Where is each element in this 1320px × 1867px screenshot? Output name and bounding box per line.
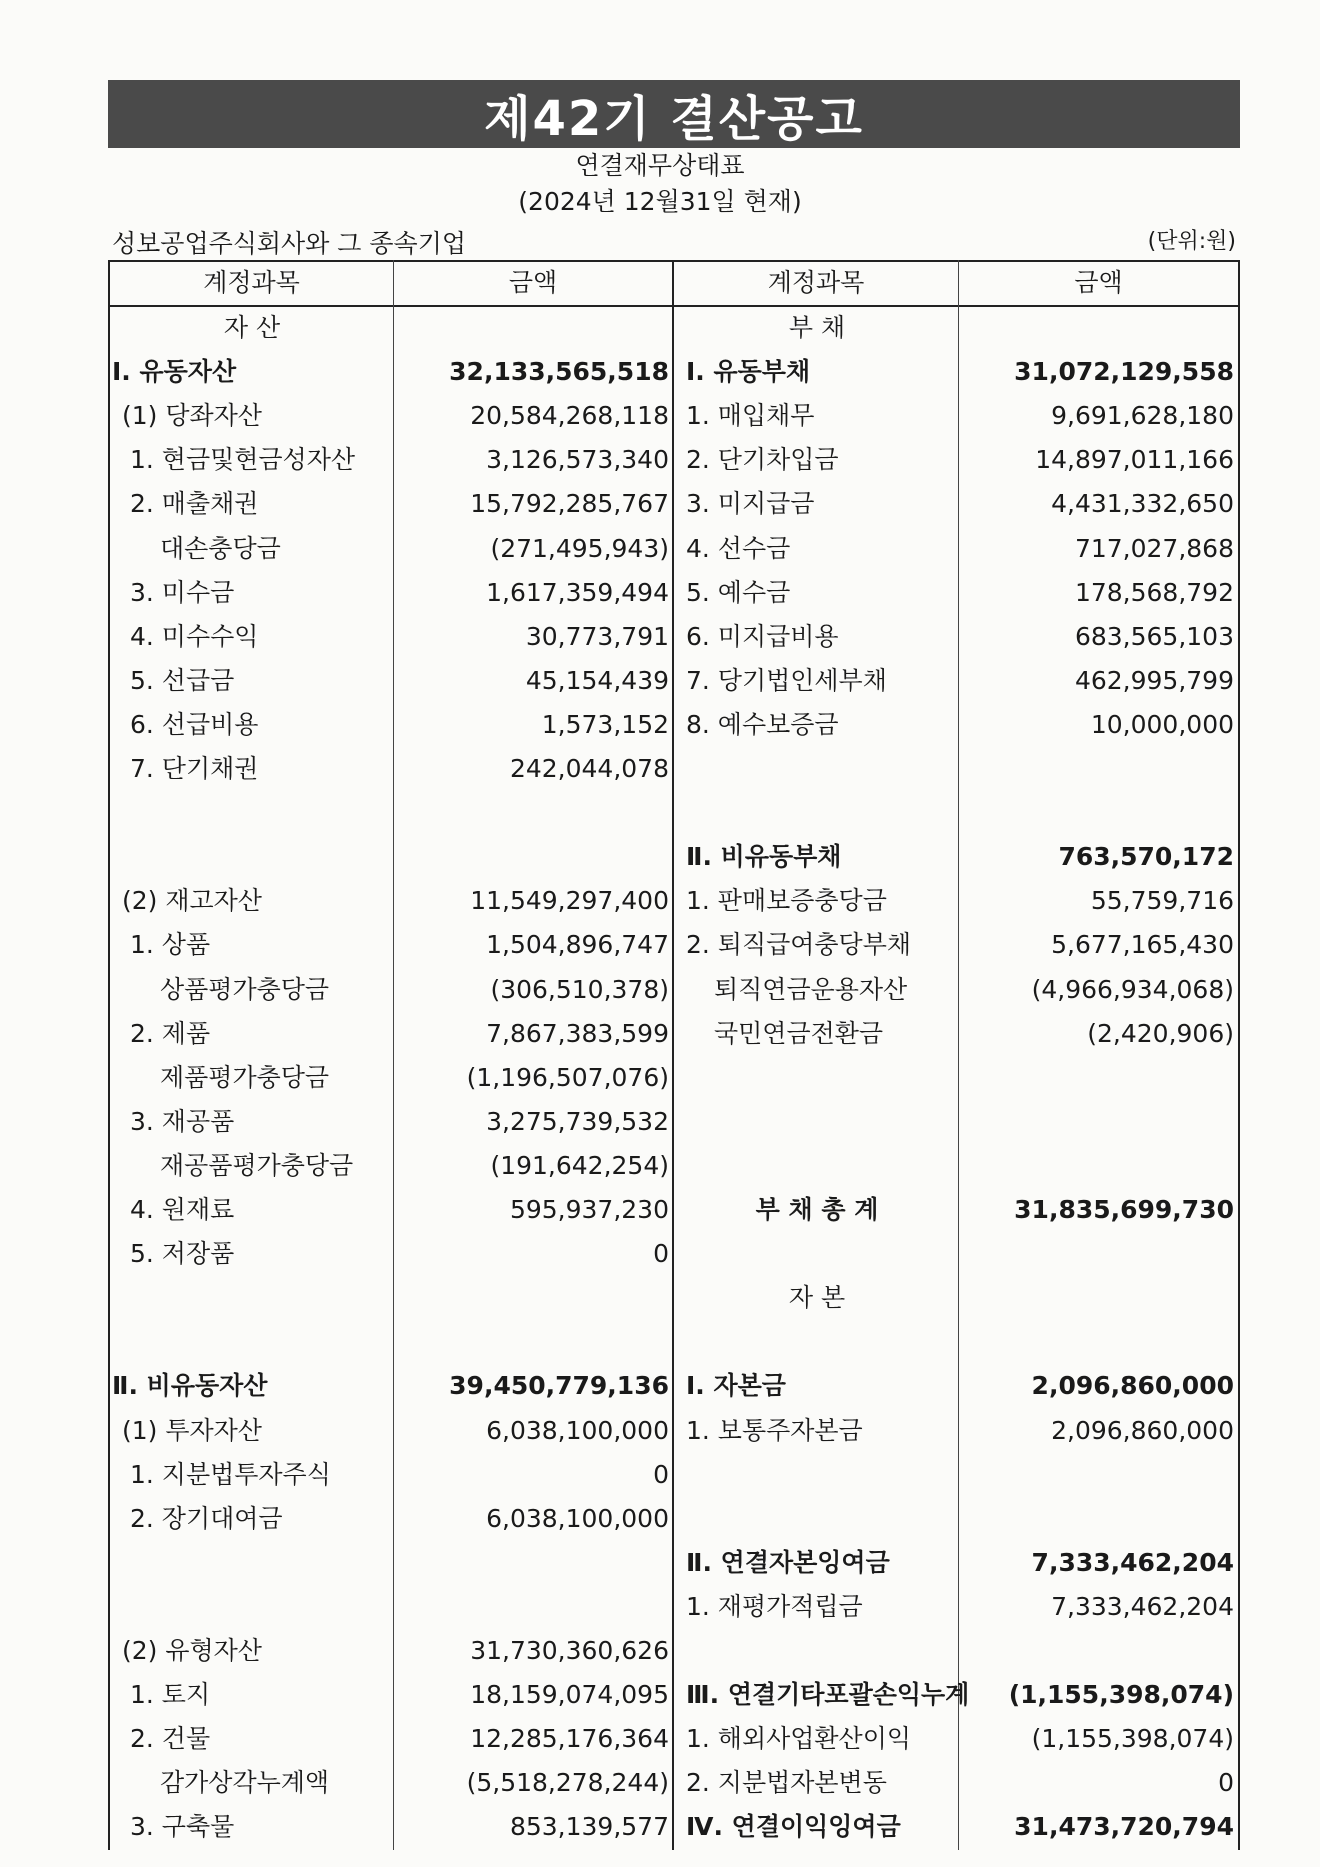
left_rows-row-amount: 595,937,230: [509, 1195, 669, 1224]
right_rows-row-amount: 763,570,172: [1058, 842, 1234, 872]
right_rows-row-label: 퇴직연금운용자산: [714, 974, 908, 1004]
right_rows-row-amount: 14,897,011,166: [1035, 445, 1234, 475]
right_rows-row-label: 2. 단기차입금: [686, 445, 839, 475]
right_rows-row-label: Ⅰ. 유동부채: [686, 357, 811, 387]
left_rows-row-label: 2. 건물: [130, 1724, 211, 1754]
center-divider: [672, 260, 674, 1850]
right_rows-row-label: 1. 매입채무: [686, 401, 815, 431]
left_rows-row-amount: 242,044,078: [509, 754, 669, 783]
left_rows-row-amount: 6,038,100,000: [486, 1503, 669, 1533]
left-amount-header: 금액: [508, 268, 558, 297]
statement-subtitle: 연결재무상태표: [575, 151, 745, 180]
right_rows-row-amount: (2,420,906): [1087, 1018, 1234, 1048]
left_rows-row-label: (1) 투자자산: [122, 1415, 262, 1445]
left_rows-row-amount: 1,573,152: [541, 709, 669, 739]
right_rows-row-label: 1. 해외사업환산이익: [686, 1724, 911, 1754]
right-amount-header: 금액: [1074, 268, 1123, 297]
right_rows-row-amount: 2,096,860,000: [1031, 1371, 1234, 1401]
right_rows-row-amount: (1,155,398,074): [1008, 1680, 1234, 1710]
left_rows-row-amount: 853,139,577: [509, 1812, 669, 1842]
left_rows-row-label: 상품평가충당금: [160, 974, 330, 1004]
left_rows-row-label: Ⅱ. 비유동자산: [112, 1371, 268, 1401]
left_rows-row-label: 1. 상품: [130, 930, 211, 960]
left_rows-row-amount: (1,196,507,076): [466, 1062, 669, 1092]
left_rows-row-label: 6. 선급비용: [130, 709, 259, 739]
right_rows-row-amount: 9,691,628,180: [1051, 401, 1234, 431]
right_rows-row-amount: 7,333,462,204: [1051, 1591, 1234, 1621]
right_rows-row-label: 1. 보통주자본금: [686, 1415, 863, 1445]
right_rows-row-amount: 5,677,165,430: [1051, 930, 1234, 960]
right_rows-row-amount: 10,000,000: [1090, 709, 1234, 739]
left_rows-row-label: 1. 지분법투자주식: [130, 1459, 331, 1489]
left_rows-row-label: 3. 재공품: [130, 1106, 235, 1136]
left_rows-row-label: 3. 구축물: [130, 1812, 235, 1842]
left_rows-row-amount: 0: [653, 1459, 669, 1489]
right-column-divider: [958, 260, 959, 1850]
statement-date: (2024년 12월31일 현재): [518, 187, 802, 216]
left_rows-row-amount: 1,504,896,747: [486, 930, 669, 960]
left_rows-row-label: 4. 원재료: [130, 1195, 235, 1224]
left_rows-row-amount: (5,518,278,244): [466, 1768, 669, 1798]
right_rows-row-label: 3. 미지급금: [686, 489, 815, 519]
right_rows-row-label: 4. 선수금: [686, 533, 791, 563]
unit-label: (단위:원): [1147, 229, 1236, 254]
left_rows-row-amount: (191,642,254): [490, 1150, 669, 1180]
page-title: 제42기 결산공고: [108, 80, 1240, 148]
right_rows-row-label: 2. 지분법자본변동: [686, 1768, 887, 1798]
right_rows-row-amount: 0: [1218, 1768, 1234, 1798]
left_rows-row-amount: 0: [653, 1239, 669, 1269]
left_rows-row-label: (1) 당좌자산: [122, 401, 262, 431]
left_rows-row-label: (2) 유형자산: [122, 1636, 262, 1665]
right_rows-row-amount: 178,568,792: [1074, 577, 1234, 607]
left_rows-row-amount: 11,549,297,400: [470, 886, 669, 916]
left_rows-row-amount: 20,584,268,118: [470, 401, 669, 431]
left_rows-row-label: 7. 단기채권: [130, 754, 259, 783]
left_rows-row-label: 대손충당금: [160, 533, 281, 563]
left_rows-row-label: 2. 장기대여금: [130, 1503, 283, 1533]
left_rows-row-amount: (306,510,378): [490, 974, 669, 1004]
right_rows-row-amount: 31,473,720,794: [1014, 1812, 1234, 1842]
company-name: 성보공업주식회사와 그 종속기업: [112, 229, 466, 258]
right_rows-row-amount: 55,759,716: [1090, 886, 1234, 916]
left_rows-row-label: 제품평가충당금: [160, 1062, 330, 1092]
right_rows-row-label: 자 본: [788, 1283, 846, 1313]
right_rows-row-label: Ⅰ. 자본금: [686, 1371, 786, 1401]
left_rows-row-label: 1. 토지: [130, 1680, 211, 1710]
right_rows-row-amount: 2,096,860,000: [1051, 1415, 1234, 1445]
left_rows-row-label: 감가상각누계액: [160, 1768, 330, 1798]
left_rows-row-amount: 18,159,074,095: [470, 1680, 669, 1710]
left_rows-row-amount: 1,617,359,494: [486, 577, 669, 607]
right_rows-row-amount: 7,333,462,204: [1031, 1547, 1234, 1577]
right_rows-row-label: 국민연금전환금: [714, 1018, 884, 1048]
right_rows-row-amount: 31,072,129,558: [1014, 357, 1234, 387]
right_rows-row-label: 1. 재평가적립금: [686, 1591, 863, 1621]
right_rows-row-amount: 462,995,799: [1074, 665, 1234, 695]
right_rows-row-amount: (1,155,398,074): [1031, 1724, 1234, 1754]
left_rows-row-label: 자 산: [223, 313, 281, 342]
right_rows-row-amount: 4,431,332,650: [1051, 489, 1234, 519]
left_rows-row-amount: 15,792,285,767: [470, 489, 669, 519]
left_rows-row-amount: (271,495,943): [490, 533, 669, 563]
right_rows-row-label: 8. 예수보증금: [686, 709, 839, 739]
right_rows-row-label: 1. 판매보증충당금: [686, 886, 887, 916]
left_rows-row-amount: 39,450,779,136: [449, 1371, 669, 1401]
left_rows-row-amount: 3,275,739,532: [486, 1106, 669, 1136]
left_rows-row-amount: 3,126,573,340: [486, 445, 669, 475]
right_rows-row-label: 2. 퇴직급여충당부채: [686, 930, 911, 960]
left-column-divider: [393, 260, 394, 1850]
left_rows-row-label: 4. 미수수익: [130, 621, 259, 651]
right_rows-row-label: Ⅳ. 연결이익잉여금: [686, 1812, 901, 1842]
right_rows-row-amount: 31,835,699,730: [1014, 1195, 1234, 1224]
right_rows-row-label: Ⅱ. 비유동부채: [686, 842, 842, 872]
left_rows-row-amount: 31,730,360,626: [470, 1636, 669, 1665]
left_rows-row-amount: 7,867,383,599: [486, 1018, 669, 1048]
right_rows-row-label: Ⅱ. 연결자본잉여금: [686, 1547, 890, 1577]
left-account-header: 계정과목: [203, 268, 300, 297]
right_rows-row-label: Ⅲ. 연결기타포괄손익누계: [686, 1680, 970, 1710]
left_rows-row-label: 2. 제품: [130, 1018, 211, 1048]
right_rows-row-label: 부 채: [788, 313, 846, 342]
right_rows-row-amount: (4,966,934,068): [1031, 974, 1234, 1004]
left_rows-row-label: Ⅰ. 유동자산: [112, 357, 237, 387]
left_rows-row-amount: 45,154,439: [525, 665, 669, 695]
left_rows-row-amount: 6,038,100,000: [486, 1415, 669, 1445]
right-account-header: 계정과목: [767, 268, 865, 297]
left_rows-row-label: 재공품평가충당금: [160, 1150, 354, 1180]
left_rows-row-amount: 32,133,565,518: [449, 357, 669, 387]
left_rows-row-label: 5. 선급금: [130, 665, 235, 695]
right_rows-row-amount: 717,027,868: [1074, 533, 1234, 563]
right_rows-row-label: 7. 당기법인세부채: [686, 665, 887, 695]
left_rows-row-label: 1. 현금및현금성자산: [130, 445, 355, 475]
right_rows-row-label: 5. 예수금: [686, 577, 791, 607]
left_rows-row-label: 5. 저장품: [130, 1239, 235, 1269]
left_rows-row-amount: 30,773,791: [525, 621, 669, 651]
left_rows-row-amount: 12,285,176,364: [470, 1724, 669, 1754]
right_rows-row-amount: 683,565,103: [1074, 621, 1234, 651]
left_rows-row-label: 2. 매출채권: [130, 489, 259, 519]
right_rows-row-label: 부 채 총 계: [755, 1195, 879, 1224]
left_rows-row-label: 3. 미수금: [130, 577, 235, 607]
right_rows-row-label: 6. 미지급비용: [686, 621, 839, 651]
left_rows-row-label: (2) 재고자산: [122, 886, 262, 916]
